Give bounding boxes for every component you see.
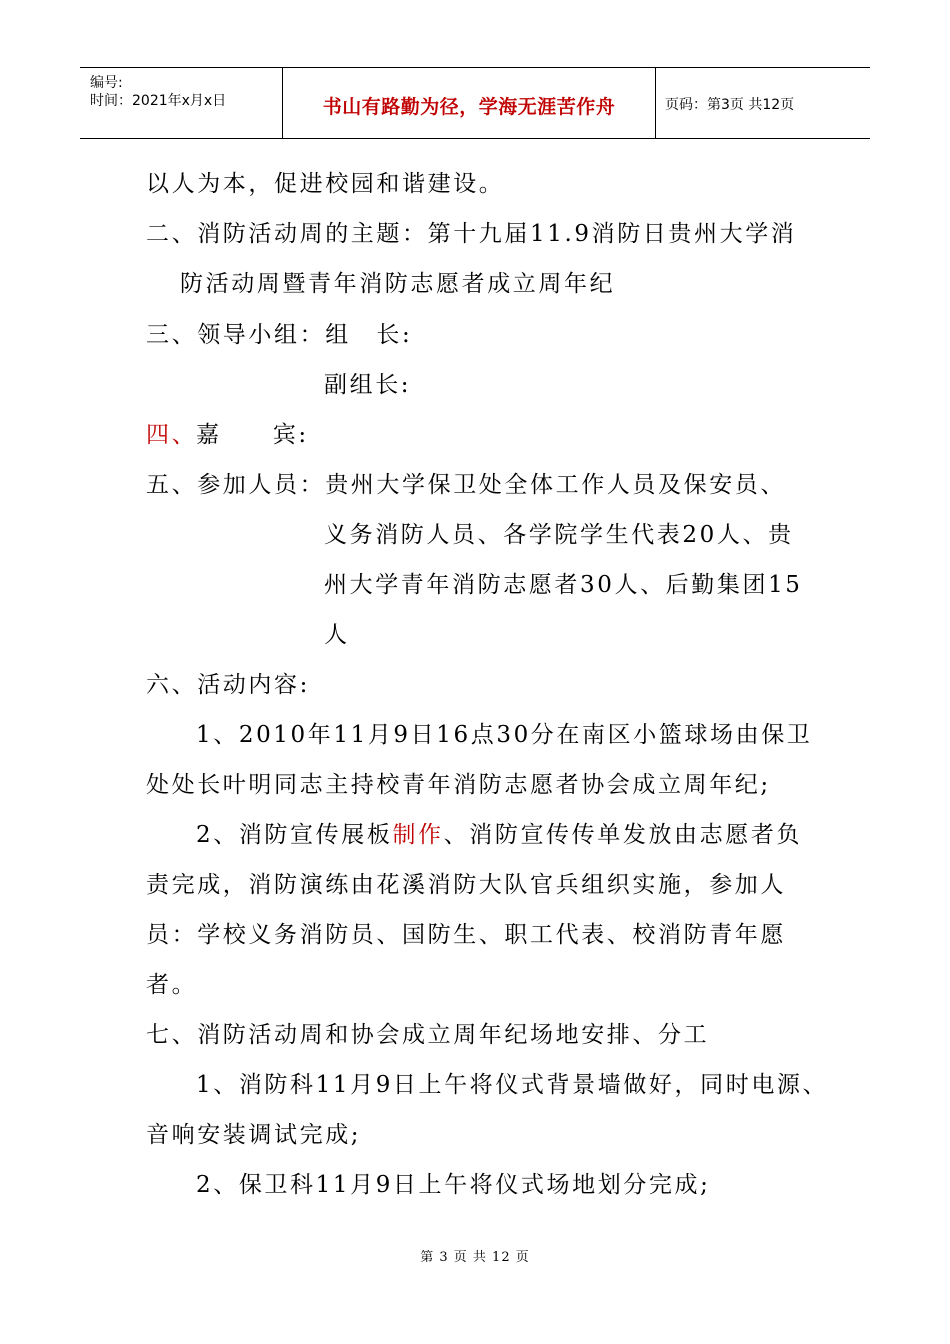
header-meta-cell (80, 68, 282, 138)
body-line: 义务消防人员、各学院学生代表20人、贵 (324, 522, 794, 548)
body-line: 1、消防科11月9日上午将仪式背景墙做好，同时电源、 (196, 1072, 829, 1098)
document-header (80, 67, 870, 139)
section-heading-activities: 六、活动内容: (146, 672, 310, 698)
body-line: 员：学校义务消防员、国防生、职工代表、校消防青年愿 (146, 922, 786, 948)
body-line (196, 820, 802, 850)
body-line: 副组长: (324, 372, 412, 398)
body-line: 以人为本，促进校园和谐建设。 (146, 171, 505, 197)
highlighted-text: 制作 (392, 822, 444, 848)
time-label: 时间：2021年x月x日 (90, 93, 227, 109)
text-run: 、消防宣传传单发放由志愿者负 (443, 822, 803, 848)
header-page-cell (655, 68, 870, 138)
text-run: 2、消防宣传展板 (196, 822, 393, 848)
section-heading-participants: 五、参加人员：贵州大学保卫处全体工作人员及保安员、 (146, 472, 786, 498)
body-line: 责完成，消防演练由花溪消防大队官兵组织实施，参加人 (146, 872, 786, 898)
body-line: 音响安装调试完成; (146, 1122, 362, 1148)
body-line: 处处长叶明同志主持校青年消防志愿者协会成立周年纪; (146, 772, 771, 798)
page-info: 页码：第3页 共12页 (665, 97, 795, 113)
motto-text: 书山有路勤为径，学海无涯苦作舟 (322, 96, 616, 118)
section-number-guests: 四、 (146, 422, 198, 448)
section-heading-arrangement: 七、消防活动周和协会成立周年纪场地安排、分工 (146, 1022, 710, 1048)
section-heading-theme: 二、消防活动周的主题：第十九届11.9消防日贵州大学消 (146, 221, 797, 247)
body-line: 防活动周暨青年消防志愿者成立周年纪 (180, 271, 616, 297)
body-line: 州大学青年消防志愿者30人、后勤集团15 (324, 572, 803, 598)
header-motto-cell (282, 68, 656, 138)
body-line: 者。 (146, 972, 198, 998)
body-line: 2、保卫科11月9日上午将仪式场地划分完成; (196, 1172, 711, 1198)
section-heading-leaders: 三、领导小组：组 长: (146, 322, 413, 348)
page-footer: 第 3 页 共 12 页 (420, 1250, 530, 1265)
section-heading-guests: 嘉 宾: (196, 422, 309, 448)
body-line: 人 (324, 622, 350, 648)
body-line: 1、2010年11月9日16点30分在南区小篮球场由保卫 (196, 722, 813, 748)
number-label: 编号: (90, 75, 123, 91)
